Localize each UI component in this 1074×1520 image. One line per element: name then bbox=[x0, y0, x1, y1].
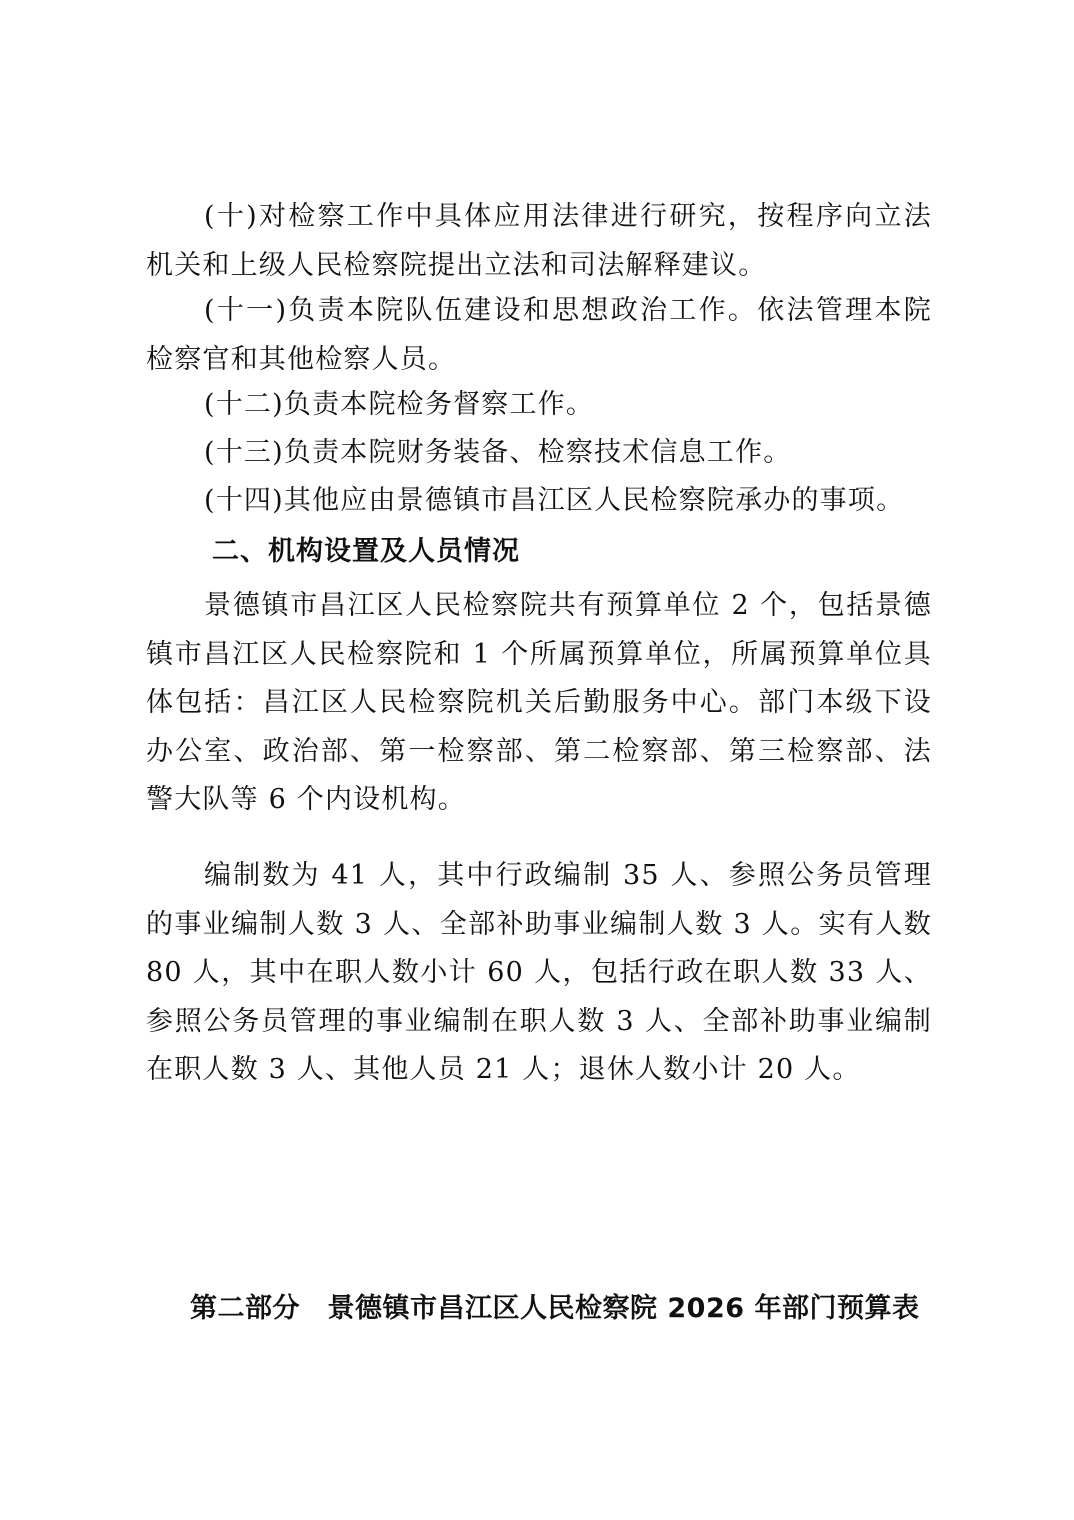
org-paragraph: 景德镇市昌江区人民检察院共有预算单位 2 个，包括景德镇市昌江区人民检察院和 1 个所属预算单位，所属预算单位具体包括：昌江区人民检察院机关后勤服务中心。部门本级下设办公室、政治部、第一检察部、第二检察部、第三检察部、法警大队等 6 个内设机构。 bbox=[146, 590, 932, 815]
duty-item-14: (十四)其他应由景德镇市昌江区人民检察院承办的事项。 bbox=[204, 485, 905, 516]
duty-item-10: (十)对检察工作中具体应用法律进行研究，按程序向立法机关和上级人民检察院提出立法和司法解释建议。 bbox=[146, 201, 932, 281]
duty-item-11: (十一)负责本院队伍建设和思想政治工作。依法管理本院检察官和其他检察人员。 bbox=[146, 295, 932, 375]
staff-paragraph: 编制数为 41 人，其中行政编制 35 人、参照公务员管理的事业编制人数 3 人、全部补助事业编制人数 3 人。实有人数 80 人，其中在职人数小计 60 人，包括行政在职人数 33 人、参照公务员管理的事业编制在职人数 3 人、全部补助事业编制在职人数 3 人、其他人员 21 人；退休人数小计 20 人。 bbox=[146, 860, 932, 1085]
duty-item-12: (十二)负责本院检务督察工作。 bbox=[204, 389, 595, 420]
section-heading: 二、机构设置及人员情况 bbox=[212, 536, 520, 567]
duty-item-13: (十三)负责本院财务装备、检察技术信息工作。 bbox=[204, 437, 792, 468]
part-title: 第二部分 景德镇市昌江区人民检察院 2026 年部门预算表 bbox=[190, 1293, 920, 1324]
